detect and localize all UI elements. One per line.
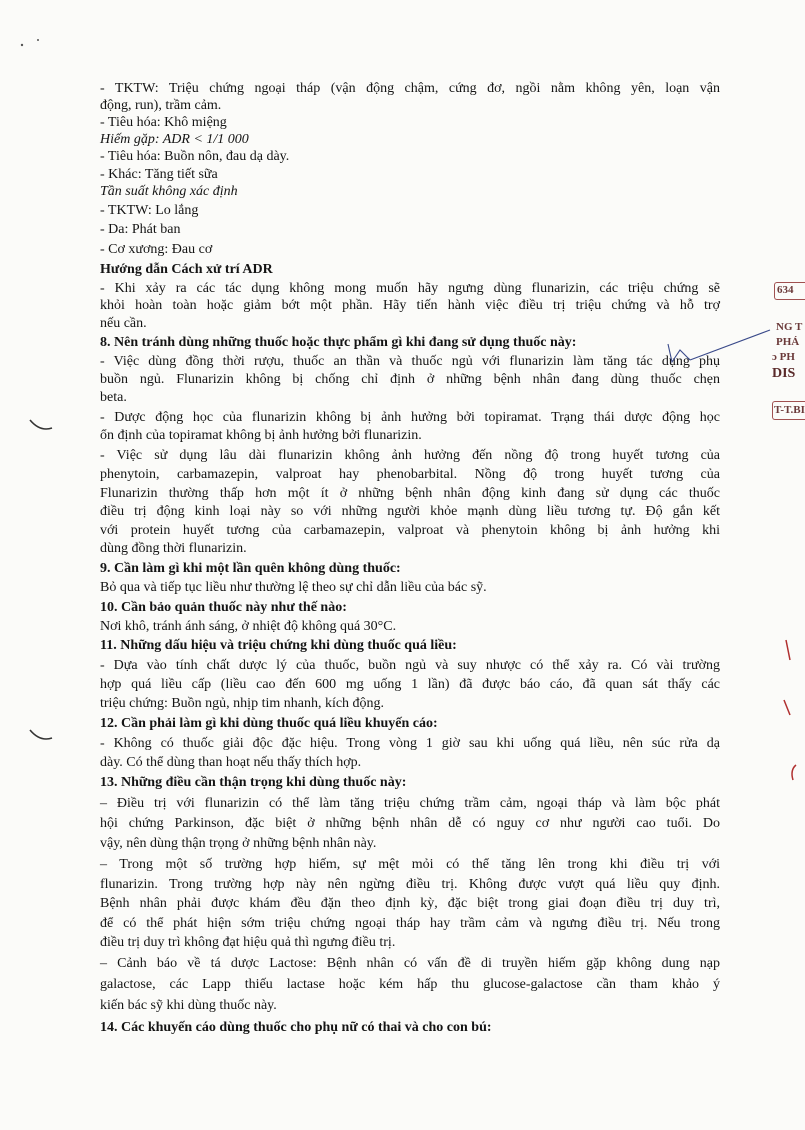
text-line: beta. (100, 390, 127, 405)
section-heading: 13. Những điều cần thận trọng khi dùng thuốc này: (100, 775, 407, 790)
stamp-text-line4: DIS (772, 366, 796, 381)
red-margin-mark (784, 640, 790, 715)
hole-punch-mark-top (30, 420, 52, 429)
section-heading: 14. Các khuyến cáo dùng thuốc cho phụ nữ có thai và cho con bú: (100, 1020, 492, 1035)
text-line: khỏi hoàn toàn hoặc giảm bớt một phần. Hãy tiến hành việc điều trị triệu chứng và hỗ trợ (100, 298, 720, 313)
text-line: với protein huyết tương của carbamazepin, valproat và phenytoin không bị ảnh hưởng khi (100, 523, 720, 538)
text-line: - Cơ xương: Đau cơ (100, 242, 213, 257)
stamp-text-line5: T-T.BI (774, 404, 805, 416)
text-line: – Điều trị với flunarizin có thể làm tăng triệu chứng trầm cảm, ngoại tháp và làm bộc phát (100, 796, 720, 811)
section-heading: 11. Những dấu hiệu và triệu chứng khi dùng thuốc quá liều: (100, 638, 457, 653)
text-line: vậy, nên dùng thận trọng ở những bệnh nhân này. (100, 836, 377, 851)
text-line: - Tiêu hóa: Khô miệng (100, 115, 227, 130)
section-heading: Hướng dẫn Cách xử trí ADR (100, 262, 273, 277)
text-line: - Tiêu hóa: Buồn nôn, đau dạ dày. (100, 149, 290, 164)
red-margin-mark (792, 765, 796, 780)
section-heading: 9. Cần làm gì khi một lần quên không dùng thuốc: (100, 561, 401, 576)
section-heading: 10. Cần bảo quản thuốc này như thế nào: (100, 600, 347, 615)
text-line: phenytoin, carbamazepin, valproat hay phenobarbital. Nồng độ trong huyết tương của (100, 467, 720, 482)
text-line: dùng đồng thời flunarizin. (100, 541, 247, 556)
text-line: dày. Có thể dùng than hoạt nếu thấy thích hợp. (100, 755, 362, 770)
text-line: - Dựa vào tính chất dược lý của thuốc, buồn ngủ và suy nhược có thể xảy ra. Có vài trường (100, 658, 720, 673)
text-line: - Da: Phát ban (100, 222, 181, 237)
text-line: kiến bác sỹ khi dùng thuốc này. (100, 998, 277, 1013)
scan-dot (21, 44, 23, 46)
text-line: galactose, các Lapp thiếu lactase hoặc kém hấp thu glucose-galactose cần tham khảo ý (100, 977, 720, 992)
text-line: - Khi xảy ra các tác dụng không mong muốn hãy ngưng dùng flunarizin, các triệu chứng sẽ (100, 281, 720, 296)
text-line: triệu chứng: Buồn ngủ, nhịp tim nhanh, kích động. (100, 696, 385, 711)
text-line: - Việc dùng đồng thời rượu, thuốc an thần và thuốc ngủ với flunarizin làm tăng tác dụng phụ (100, 354, 720, 369)
section-heading: 8. Nên tránh dùng những thuốc hoặc thực phẩm gì khi đang sử dụng thuốc này: (100, 335, 577, 350)
pen-annotation-stroke (668, 330, 770, 362)
text-line: Bỏ qua và tiếp tục liều như thường lệ theo sự chỉ dẫn liều của bác sỹ. (100, 580, 487, 595)
text-line: – Trong một số trường hợp hiếm, sự mệt mỏi có thể tăng lên trong khi điều trị với (100, 857, 720, 872)
text-line: - Khác: Tăng tiết sữa (100, 167, 218, 182)
subheading: Tần suất không xác định (100, 184, 238, 199)
text-line: - Không có thuốc giải độc đặc hiệu. Trong vòng 1 giờ sau khi uống quá liều, nên súc rửa dạ (100, 736, 720, 751)
text-line: Bệnh nhân phải được khám đều đặn theo định kỳ, đặc biệt trong giai đoạn điều trị duy trì, (100, 896, 720, 911)
text-line: - Dược động học của flunarizin không bị ảnh hưởng bởi topiramat. Trạng thái dược động học (100, 410, 720, 425)
text-line: - TKTW: Lo lắng (100, 203, 199, 218)
text-line: điều trị động kinh loại này so với những người khỏe mạnh dùng liều tương tự. Độ gắn kết (100, 504, 720, 519)
text-line: - Việc sử dụng lâu dài flunarizin không ảnh hưởng đến nồng độ trong huyết tương của (100, 448, 720, 463)
text-line: – Cảnh báo về tá dược Lactose: Bệnh nhân có vấn đề di truyền hiếm gặp không dung nạp (100, 956, 720, 971)
text-line: hội chứng Parkinson, đặc biệt ở những bệnh nhân dễ có nguy cơ như người cao tuổi. Do (100, 816, 720, 831)
text-line: nếu cần. (100, 316, 147, 331)
stamp-text-line3: ɔ PH (772, 351, 795, 363)
text-line: Nơi khô, tránh ánh sáng, ở nhiệt độ không quá 30°C. (100, 619, 397, 634)
text-line: điều trị duy trì không đạt hiệu quả thì ngưng điều trị. (100, 935, 396, 950)
section-heading: 12. Cần phải làm gì khi dùng thuốc quá liều khuyến cáo: (100, 716, 438, 731)
text-line: ổn định của topiramat không bị ảnh hưởng bởi flunarizin. (100, 428, 422, 443)
text-line: - TKTW: Triệu chứng ngoại tháp (vận động chậm, cứng đơ, ngồi nằm không yên, loạn vận (100, 81, 720, 96)
text-line: Flunarizin thường thấp hơn một ít ở những bệnh nhân động kinh đang sử dụng các thuốc (100, 486, 720, 501)
text-line: động, run), trầm cảm. (100, 98, 222, 113)
stamp-text-number: 634 (777, 284, 794, 296)
stamp-text-line2: PHÁ (776, 336, 800, 348)
text-line: flunarizin. Trong trường hợp này nên ngừng điều trị. Không được vượt quá liều quy định. (100, 877, 720, 892)
hole-punch-mark-bottom (30, 730, 52, 739)
text-line: để có thể phát hiện sớm triệu chứng ngoại tháp hay trầm cảm và ngưng điều trị. Nếu trong (100, 916, 720, 931)
text-line: hợp quá liều cấp (liều cao đến 600 mg uống 1 lần) đã được báo cáo, đã quan sát thấy các (100, 677, 720, 692)
scan-dot (37, 39, 39, 41)
stamp-text-line1: NG T (776, 321, 803, 333)
subheading: Hiếm gặp: ADR < 1/1 000 (100, 132, 249, 147)
text-line: buồn ngủ. Flunarizin không bị chống chỉ định ở những bệnh nhân đang dùng thuốc chẹn (100, 372, 720, 387)
